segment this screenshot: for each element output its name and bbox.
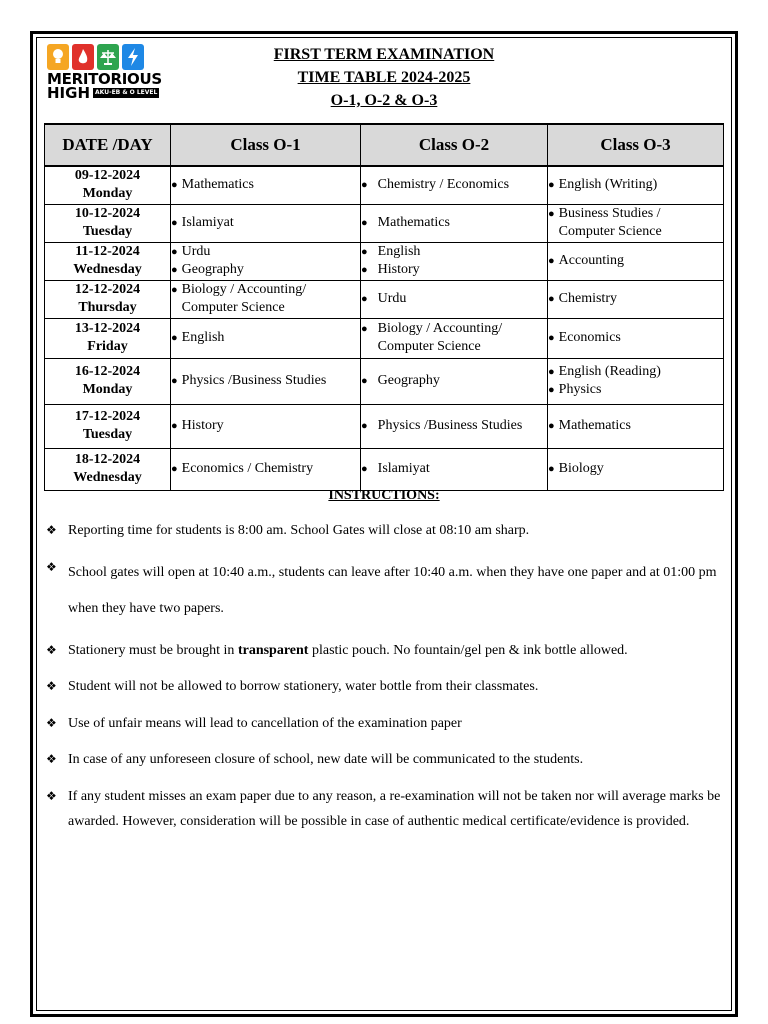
bullet-icon: ● xyxy=(361,179,368,192)
bullet-icon: ● xyxy=(171,463,178,475)
instruction-text: If any student misses an exam paper due to any reason, a re-examination will not be taken nor will average marks be awarded. However, consideration will be possible in case of authentic medical certificate/evidence is provided. xyxy=(68,788,721,829)
exam-day: Tuesday xyxy=(82,427,133,442)
logo-high: HIGH xyxy=(47,84,91,102)
instruction-text: Student will not be allowed to borrow stationery, water bottle from their classmates. xyxy=(68,679,539,694)
bullet-icon: ● xyxy=(171,264,178,276)
subject-cell-o3 xyxy=(548,280,724,318)
diamond-bullet-icon: ❖ xyxy=(46,559,57,574)
bullet-icon: ● xyxy=(548,208,555,220)
subject-name: Geography xyxy=(181,262,244,277)
date-day-cell xyxy=(45,242,171,280)
exam-day: Thursday xyxy=(78,300,137,315)
exam-title: FIRST TERM EXAMINATION xyxy=(273,46,495,63)
exam-day: Tuesday xyxy=(82,224,133,239)
header-class-o1: Class O-1 xyxy=(171,124,361,166)
diamond-bullet-icon: ❖ xyxy=(46,523,57,537)
exam-date: 13-12-2024 xyxy=(74,321,141,336)
subject-name: Accounting xyxy=(558,253,624,268)
timetable-row xyxy=(45,318,724,358)
subject-cell-o1 xyxy=(171,242,361,280)
exam-date: 17-12-2024 xyxy=(74,409,141,424)
subject-name: Biology / Accounting/ xyxy=(377,321,503,336)
date-day-cell xyxy=(45,358,171,404)
bullet-icon: ● xyxy=(361,420,368,432)
diamond-bullet-icon: ❖ xyxy=(46,788,57,803)
bullet-icon: ● xyxy=(361,264,368,276)
date-day-cell xyxy=(45,404,171,448)
instruction-text: In case of any unforeseen closure of school, new date will be communicated to the students. xyxy=(68,752,584,767)
classes-title: O-1, O-2 & O-3 xyxy=(330,92,438,109)
bullet-icon: ● xyxy=(361,463,368,475)
bullet-icon: ● xyxy=(548,255,555,267)
instruction-emphasis: transparent xyxy=(237,642,309,658)
instruction-item xyxy=(46,784,722,835)
subject-cell-o1 xyxy=(171,318,361,358)
logo-icons xyxy=(47,44,165,70)
exam-date: 11-12-2024 xyxy=(75,244,140,259)
exam-date: 10-12-2024 xyxy=(74,206,141,221)
subject-cell-o2 xyxy=(361,242,548,280)
instruction-item xyxy=(46,674,722,700)
instruction-text-part: plastic pouch. No fountain/gel pen & ink bottle allowed. xyxy=(308,642,628,658)
subject-cell-o2 xyxy=(361,280,548,318)
instruction-item xyxy=(46,711,722,737)
subject-name: English xyxy=(377,244,421,259)
school-logo xyxy=(47,44,165,102)
subject-name: Physics xyxy=(558,382,602,397)
subject-name: Computer Science xyxy=(558,224,662,239)
subject-name: Urdu xyxy=(377,291,407,306)
subject-cell-o3 xyxy=(548,166,724,204)
exam-day: Friday xyxy=(87,339,128,354)
subject-cell-o2 xyxy=(361,448,548,490)
subject-name: Computer Science xyxy=(377,339,481,354)
logo-wordmark: MERITORIOUS xyxy=(47,70,162,88)
subject-cell-o3 xyxy=(548,204,724,242)
exam-day: Wednesday xyxy=(73,262,142,277)
subject-name: Economics xyxy=(558,330,621,345)
subject-name: Economics / Chemistry xyxy=(181,461,314,476)
bullet-icon: ● xyxy=(171,284,178,296)
subject-name: Islamiyat xyxy=(181,215,234,230)
scales-icon xyxy=(97,44,119,70)
date-day-cell xyxy=(45,280,171,318)
subject-name: History xyxy=(377,262,420,277)
subject-name: English xyxy=(181,330,225,345)
bullet-icon: ● xyxy=(171,179,178,192)
instruction-item xyxy=(46,518,722,544)
subject-name: Physics /Business Studies xyxy=(377,418,523,433)
timetable-row xyxy=(45,242,724,280)
exam-day: Monday xyxy=(82,186,133,202)
date-day-cell xyxy=(45,166,171,204)
date-day-cell xyxy=(45,318,171,358)
exam-date: 09-12-2024 xyxy=(74,168,141,184)
timetable-row xyxy=(45,448,724,490)
subject-name: History xyxy=(181,418,224,433)
bullet-icon: ● xyxy=(548,179,555,192)
bullet-icon: ● xyxy=(361,217,368,229)
timetable-row xyxy=(45,204,724,242)
subject-cell-o1 xyxy=(171,166,361,204)
subject-name: Mathematics xyxy=(377,215,450,230)
diamond-bullet-icon: ❖ xyxy=(46,752,57,766)
subject-name: Computer Science xyxy=(181,300,285,315)
instruction-text: Use of unfair means will lead to cancellation of the examination paper xyxy=(68,715,462,731)
timetable-title: TIME TABLE 2024-2025 xyxy=(297,69,471,86)
header-class-o3: Class O-3 xyxy=(548,124,724,166)
bullet-icon: ● xyxy=(548,332,555,344)
subject-name: English (Writing) xyxy=(558,177,658,193)
diamond-bullet-icon: ❖ xyxy=(46,679,57,693)
diamond-bullet-icon: ❖ xyxy=(46,642,57,657)
subject-name: Chemistry xyxy=(558,291,617,306)
subject-cell-o2 xyxy=(361,204,548,242)
subject-name: English (Reading) xyxy=(558,364,661,379)
subject-cell-o1 xyxy=(171,204,361,242)
subject-cell-o2 xyxy=(361,358,548,404)
subject-name: Islamiyat xyxy=(377,461,430,476)
instruction-item xyxy=(46,638,722,664)
subject-cell-o1 xyxy=(171,280,361,318)
instruction-text: School gates will open at 10:40 a.m., students can leave after 10:40 a.m. when they have one paper and at 01:00 pm when they have two papers. xyxy=(68,564,717,616)
lightning-icon xyxy=(122,44,144,70)
subject-name: Mathematics xyxy=(181,177,254,193)
timetable-header-row xyxy=(45,124,724,166)
exam-day: Wednesday xyxy=(73,470,142,485)
bullet-icon: ● xyxy=(361,323,368,335)
bullet-icon: ● xyxy=(361,246,368,258)
subject-name: Urdu xyxy=(181,244,211,259)
bullet-icon: ● xyxy=(361,293,368,305)
timetable-row xyxy=(45,280,724,318)
header-class-o2: Class O-2 xyxy=(361,124,548,166)
exam-date: 12-12-2024 xyxy=(74,282,141,297)
bullet-icon: ● xyxy=(548,420,555,432)
bullet-icon: ● xyxy=(548,463,555,475)
instruction-text-part: Stationery must be brought in xyxy=(68,642,238,658)
instruction-item xyxy=(46,555,722,627)
instructions-heading: INSTRUCTIONS: xyxy=(328,488,440,503)
timetable-row xyxy=(45,358,724,404)
exam-date: 16-12-2024 xyxy=(74,364,141,379)
subject-name: Mathematics xyxy=(558,418,631,433)
bullet-icon: ● xyxy=(548,384,555,396)
subject-name: Biology xyxy=(558,461,604,476)
bulb-icon xyxy=(47,44,69,70)
bullet-icon: ● xyxy=(171,375,178,387)
subject-cell-o1 xyxy=(171,404,361,448)
subject-cell-o3 xyxy=(548,242,724,280)
instruction-text: Reporting time for students is 8:00 am. School Gates will close at 08:10 am sharp. xyxy=(68,523,530,538)
subject-cell-o1 xyxy=(171,448,361,490)
instruction-item xyxy=(46,747,722,773)
logo-tagline: AKU-EB & O LEVEL xyxy=(95,89,158,96)
bullet-icon: ● xyxy=(171,246,178,258)
subject-cell-o3 xyxy=(548,318,724,358)
subject-cell-o2 xyxy=(361,166,548,204)
subject-cell-o3 xyxy=(548,404,724,448)
subject-name: Geography xyxy=(377,373,440,388)
instruction-text xyxy=(68,638,722,664)
bullet-icon: ● xyxy=(171,217,178,229)
timetable-row xyxy=(45,166,724,204)
subject-name: Physics /Business Studies xyxy=(181,373,327,388)
timetable-row xyxy=(45,404,724,448)
bullet-icon: ● xyxy=(548,366,555,378)
bullet-icon: ● xyxy=(171,420,178,432)
header-date-day: DATE /DAY xyxy=(45,124,171,166)
subject-cell-o1 xyxy=(171,358,361,404)
subject-cell-o2 xyxy=(361,318,548,358)
date-day-cell xyxy=(45,204,171,242)
subject-name: Biology / Accounting/ xyxy=(181,282,307,297)
exam-day: Monday xyxy=(82,382,133,397)
bullet-icon: ● xyxy=(171,332,178,344)
exam-date: 18-12-2024 xyxy=(74,452,141,467)
bullet-icon: ● xyxy=(361,375,368,387)
subject-name: Chemistry / Economics xyxy=(377,177,510,193)
subject-cell-o3 xyxy=(548,358,724,404)
subject-cell-o2 xyxy=(361,404,548,448)
date-day-cell xyxy=(45,448,171,490)
subject-cell-o3 xyxy=(548,448,724,490)
subject-name: Business Studies / xyxy=(558,206,661,221)
instructions-list xyxy=(46,518,722,846)
diamond-bullet-icon: ❖ xyxy=(46,715,57,730)
bullet-icon: ● xyxy=(548,293,555,305)
flame-icon xyxy=(72,44,94,70)
timetable xyxy=(44,123,724,491)
